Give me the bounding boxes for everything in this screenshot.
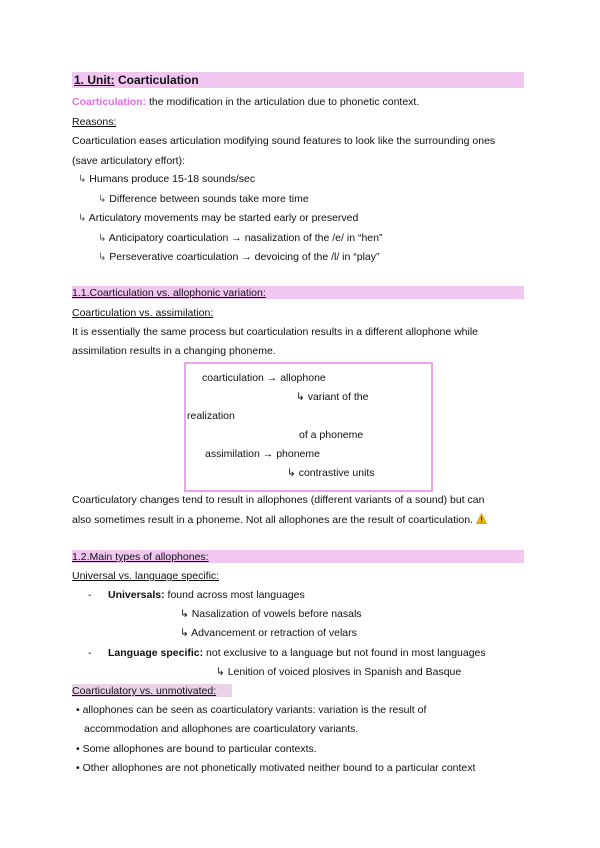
- definition: [72, 96, 419, 109]
- reasons-line-1: Coarticulation eases articulation modifying sound features to look like the surrounding ones: [72, 135, 496, 147]
- universals-item: Universals: found across most languages: [108, 589, 305, 601]
- universals-sub-a: ↳ Nasalization of vowels before nasals: [180, 608, 362, 620]
- bullet-1-cont: accommodation and allophones are coarticulatory variants.: [84, 723, 359, 735]
- language-specific-term: Language specific:: [108, 647, 204, 659]
- dash-bullet: -: [88, 647, 92, 659]
- unit-heading: [74, 74, 199, 87]
- box-line-5: assimilation → phoneme: [205, 448, 320, 460]
- warning-icon: [476, 513, 487, 524]
- section-11-para-2: assimilation results in a changing phoneme.: [72, 345, 276, 357]
- bullet-1: • allophones can be seen as coarticulatory variants: variation is the result of: [76, 704, 427, 716]
- reason-item-2b: ↳ Perseverative coarticulation → devoicing of the /l/ in “play”: [98, 251, 380, 263]
- box-line-3: realization: [187, 410, 235, 422]
- unit-number: 1. Unit:: [74, 73, 115, 87]
- bullet-2: • Some allophones are bound to particular contexts.: [76, 743, 317, 755]
- sub-arrow-icon: ↳: [98, 233, 107, 244]
- section-11-heading: 1.1.Coarticulation vs. allophonic variation:: [72, 287, 266, 299]
- reason-item-1: ↳ Humans produce 15-18 sounds/sec: [78, 173, 256, 185]
- reason-item-2: ↳ Articulatory movements may be started early or preserved: [78, 212, 359, 224]
- section-11-para-1: It is essentially the same process but coarticulation results in a different allophone while: [72, 326, 479, 338]
- sub-arrow-icon: ↳: [98, 194, 107, 205]
- sub-arrow-icon: ↳: [98, 252, 107, 263]
- reason-item-2a: ↳ Anticipatory coarticulation → nasalization of the /e/ in “hen”: [98, 232, 383, 244]
- section-11-para-3: Coarticulatory changes tend to result in allophones (different variants of a sound) but can: [72, 494, 485, 506]
- reasons-label: Reasons:: [72, 116, 117, 128]
- sub-arrow-icon: ↳: [78, 213, 87, 224]
- definition-term: Coarticulation:: [72, 96, 147, 108]
- bullet-3: • Other allophones are not phonetically motivated neither bound to a particular context: [76, 762, 476, 774]
- dash-bullet: -: [88, 589, 92, 601]
- language-specific-sub-a: ↳ Lenition of voiced plosives in Spanish and Basque: [216, 666, 462, 678]
- reason-item-1a: ↳ Difference between sounds take more time: [98, 193, 309, 205]
- section-11-para-4: also sometimes result in a phoneme. Not all allophones are the result of coarticulation.: [72, 513, 487, 527]
- box-line-6: ↳ contrastive units: [287, 467, 375, 479]
- box-line-2: ↳ variant of the: [296, 391, 369, 403]
- section-12-subheading-1: Universal vs. language specific:: [72, 570, 220, 582]
- section-11-subheading: Coarticulation vs. assimilation:: [72, 307, 214, 319]
- universals-term: Universals:: [108, 589, 165, 601]
- section-12-subheading-2: Coarticulatory vs. unmotivated:: [72, 685, 217, 697]
- reasons-line-2: (save articulatory effort):: [72, 155, 186, 167]
- section-12-heading: 1.2.Main types of allophones:: [72, 551, 209, 563]
- language-specific-item: Language specific: not exclusive to a language but not found in most languages: [108, 647, 486, 659]
- box-line-1: coarticulation → allophone: [202, 372, 326, 384]
- box-line-4: of a phoneme: [299, 429, 364, 441]
- sub-arrow-icon: ↳: [78, 174, 87, 185]
- definition-text: the modification in the articulation due to phonetic context.: [146, 96, 420, 108]
- universals-sub-b: ↳ Advancement or retraction of velars: [180, 627, 357, 639]
- unit-title: Coarticulation: [114, 73, 199, 87]
